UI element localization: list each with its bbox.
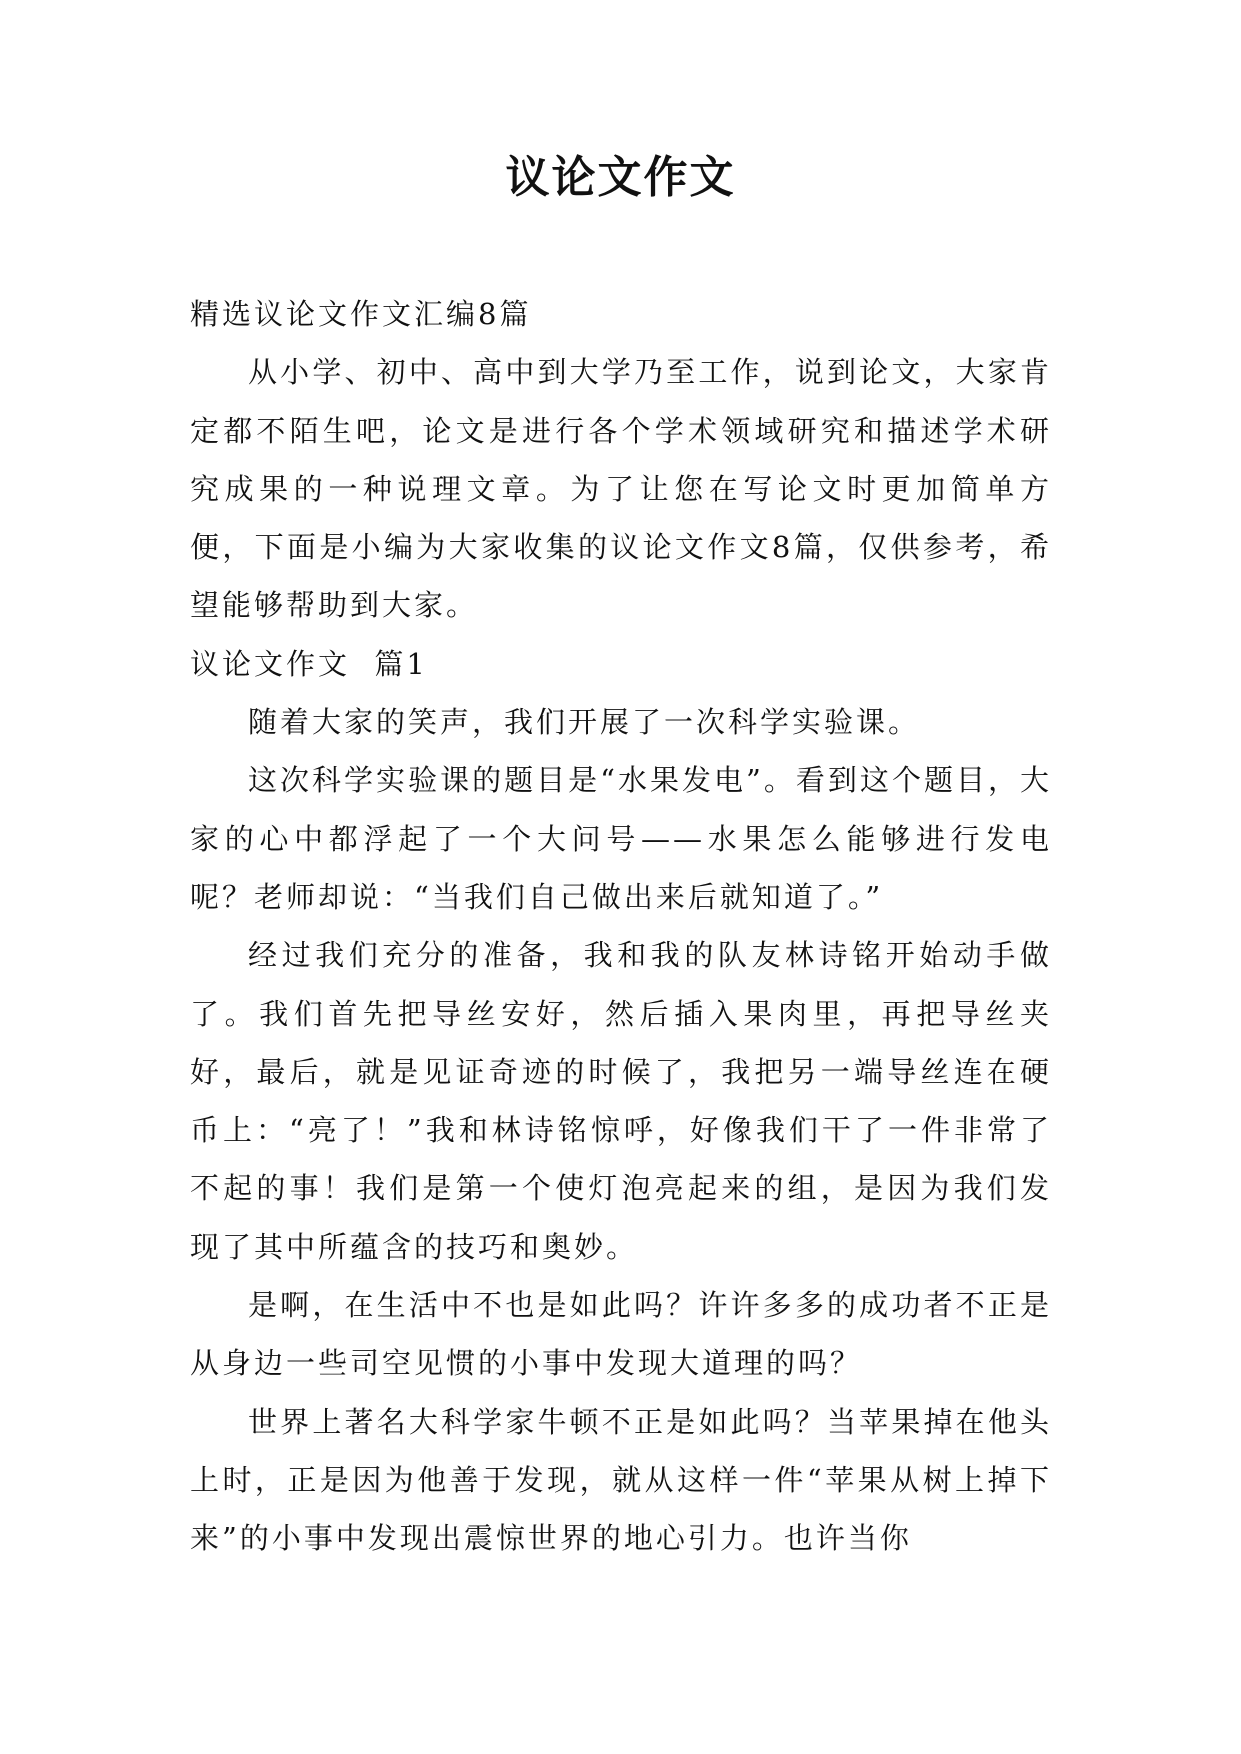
collection-subtitle: 精选议论文作文汇编8篇 bbox=[190, 297, 532, 331]
document-body bbox=[190, 285, 1052, 1568]
document-title: 议论文作文 bbox=[505, 152, 736, 203]
body-paragraph: 是啊，在生活中不也是如此吗？许许多多的成功者不正是从身边一些司空见惯的小事中发现大道理的吗？ bbox=[190, 1288, 1052, 1381]
body-paragraph: 这次科学实验课的题目是“水果发电”。看到这个题目，大家的心中都浮起了一个大问号——水果怎么能够进行发电呢？老师却说：“当我们自己做出来后就知道了。” bbox=[190, 763, 1052, 914]
body-paragraph: 随着大家的笑声，我们开展了一次科学实验课。 bbox=[248, 705, 921, 740]
body-paragraph: 经过我们充分的准备，我和我的队友林诗铭开始动手做了。我们首先把导丝安好，然后插入果肉里，再把导丝夹好，最后，就是见证奇迹的时候了，我把另一端导丝连在硬币上：“亮了！”我和林诗铭惊呼，好像我们干了一件非常了不起的事！我们是第一个使灯泡亮起来的组，是因为我们发现了其中所蕴含的技巧和奥妙。 bbox=[190, 938, 1052, 1264]
intro-paragraph: 从小学、初中、高中到大学乃至工作，说到论文，大家肯定都不陌生吧，论文是进行各个学术领域研究和描述学术研究成果的一种说理文章。为了让您在写论文时更加简单方便，下面是小编为大家收集的议论文作文8篇，仅供参考，希望能够帮助到大家。 bbox=[190, 355, 1052, 623]
section-heading: 议论文作文 篇1 bbox=[190, 646, 428, 681]
body-paragraph: 世界上著名大科学家牛顿不正是如此吗？当苹果掉在他头上时，正是因为他善于发现，就从这样一件“苹果从树上掉下来”的小事中发现出震惊世界的地心引力。也许当你 bbox=[190, 1404, 1052, 1556]
